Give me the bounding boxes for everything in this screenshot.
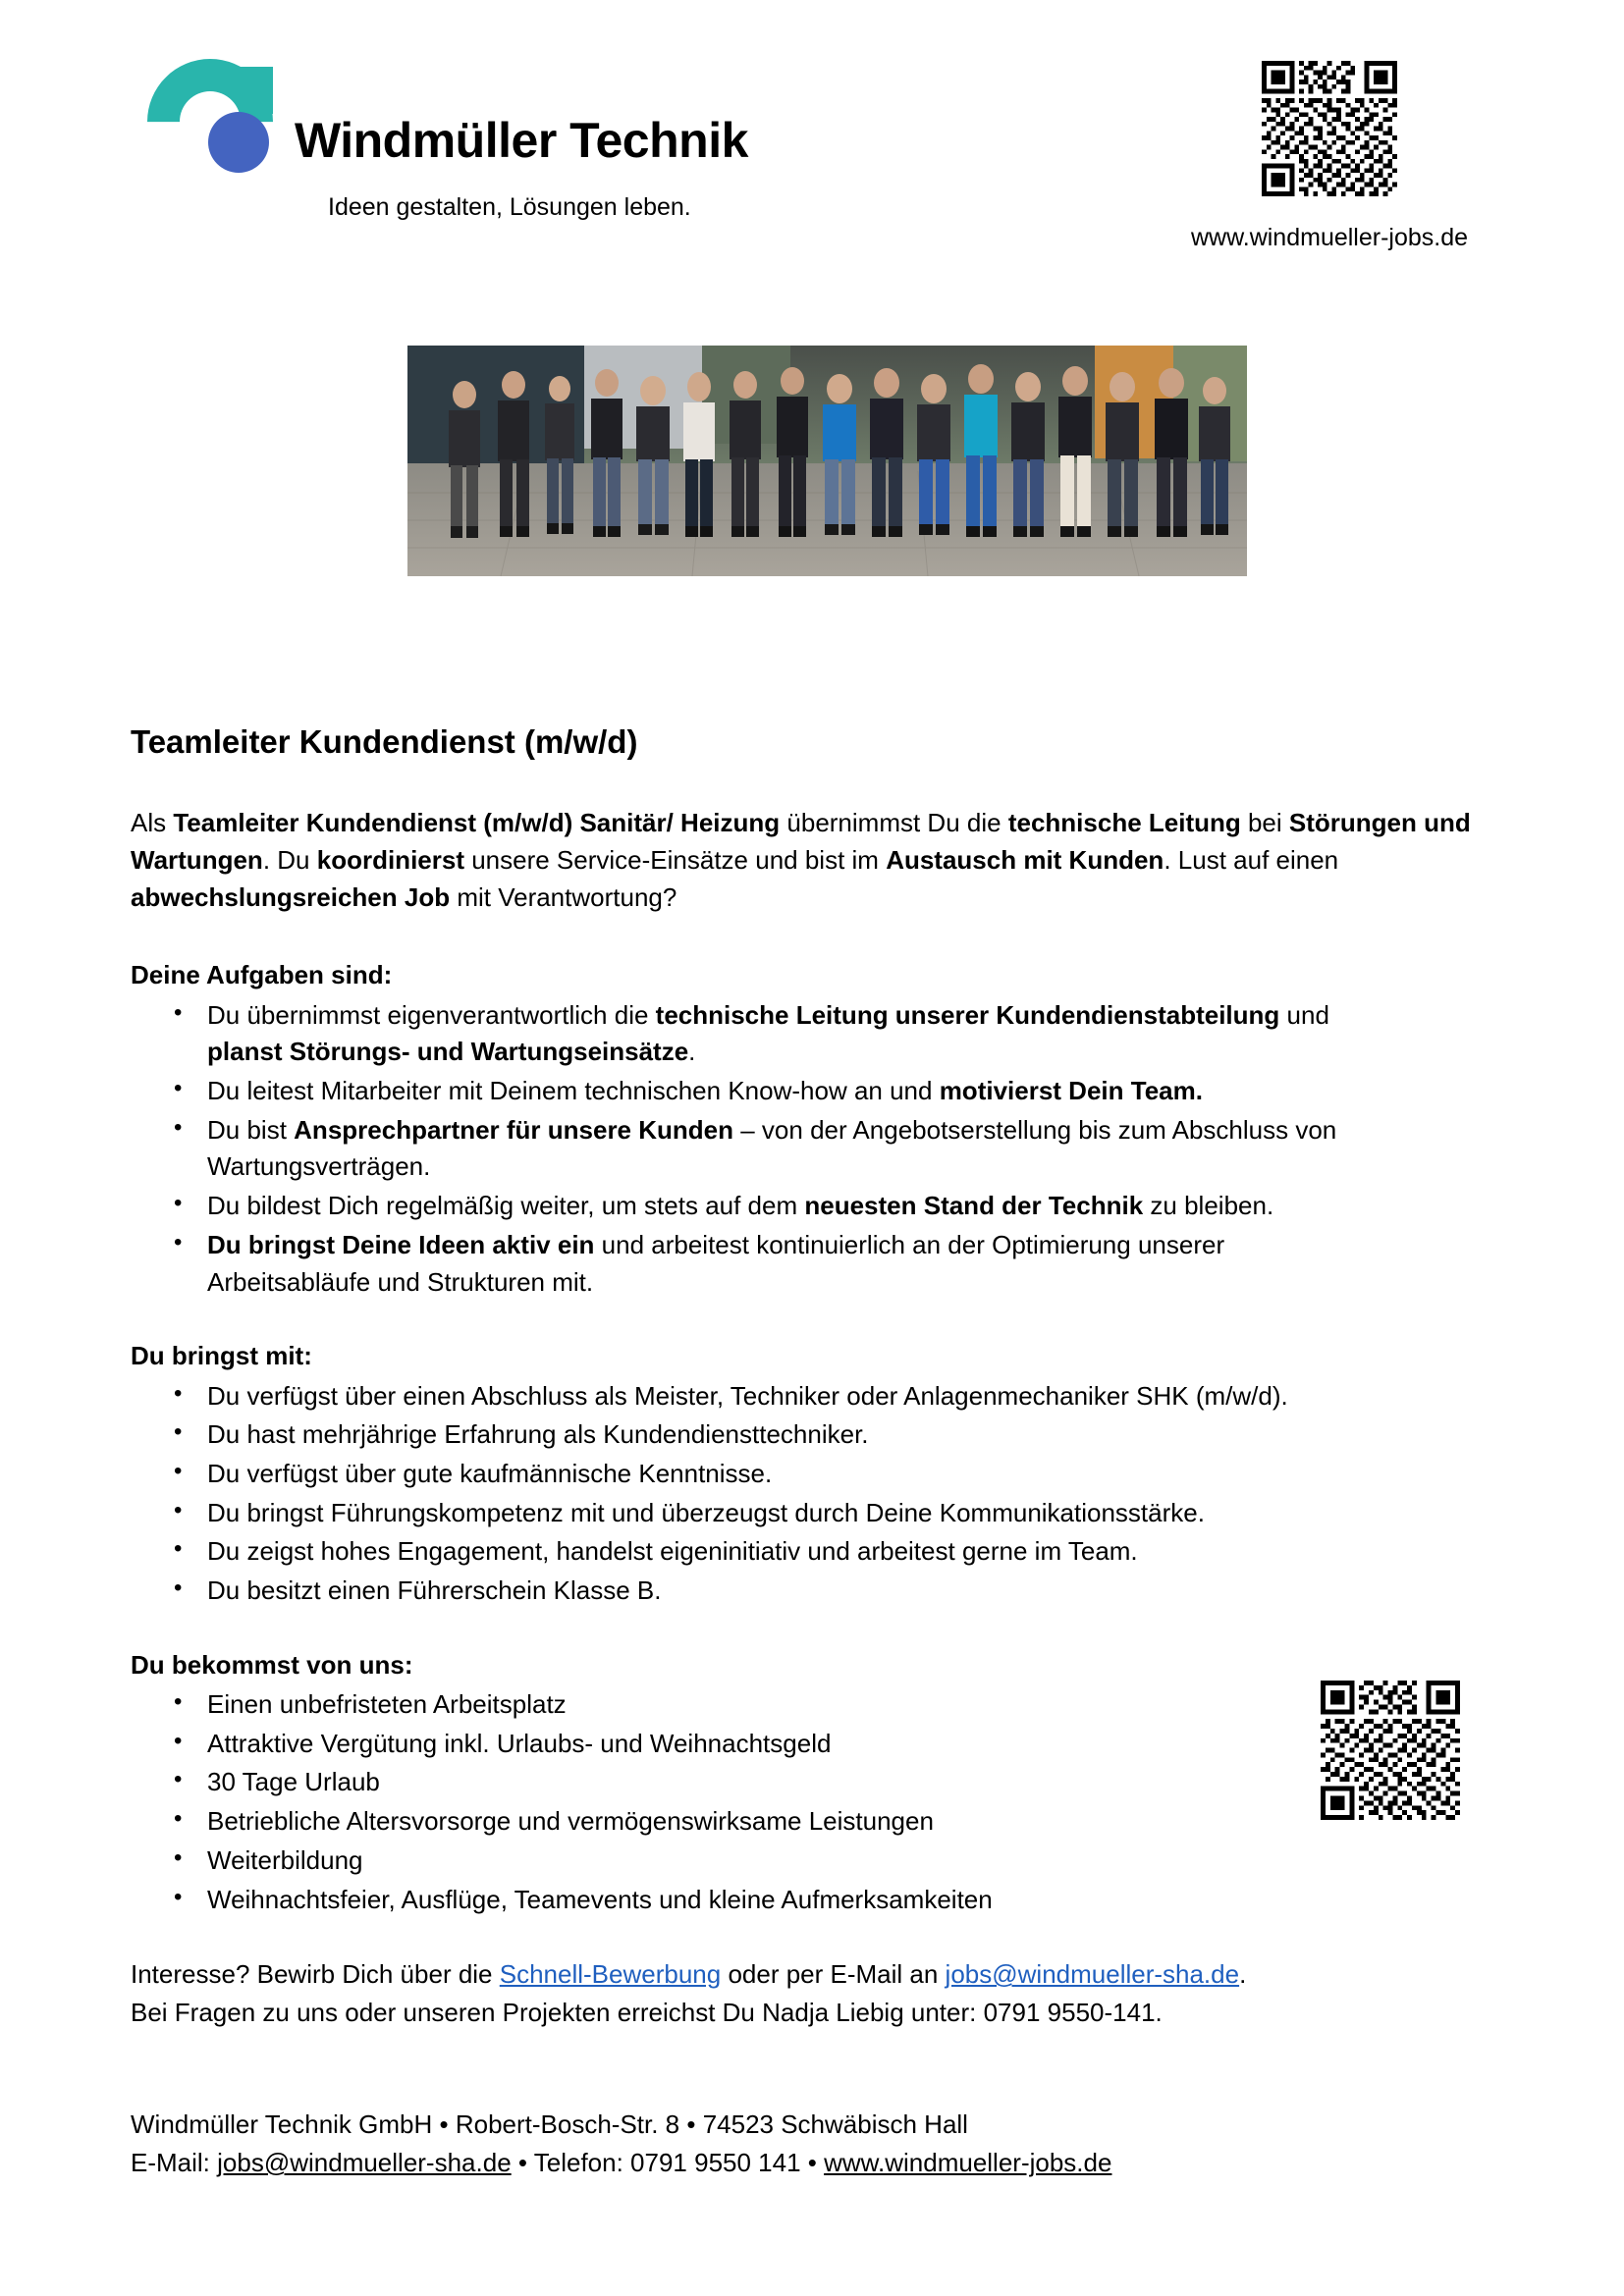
text-run: übernimmst Du die: [780, 808, 1008, 838]
team-photo-image: [407, 346, 1247, 576]
footer-email-label: E-Mail:: [131, 2148, 218, 2177]
closing-contact-line: Bei Fragen zu uns oder unseren Projekten erreichst Du Nadja Liebig unter: 0791 9550-141.: [131, 1998, 1163, 2028]
footer-phone-text: • Telefon: 0791 9550 141 •: [511, 2148, 825, 2177]
list-item: [131, 1764, 1363, 1801]
qr-code-schnell-bewerbung-icon[interactable]: [1321, 1681, 1460, 1820]
text-run-bold: neuesten Stand der Technik: [804, 1191, 1144, 1221]
list-item: [131, 1188, 1363, 1225]
list-item: [131, 1378, 1363, 1415]
bullet-list: [131, 1378, 1495, 1610]
text-run: Du besitzt einen Führerschein Klasse B.: [207, 1575, 662, 1606]
text-run-bold: motivierst Dein Team.: [939, 1076, 1203, 1106]
application-closing: [131, 1955, 1495, 2032]
brand-block: [147, 59, 776, 222]
list-item: [131, 1416, 1363, 1454]
section-heading: Du bringst mit:: [131, 1341, 312, 1371]
header-right-block: [1182, 61, 1477, 252]
text-run: Du übernimmst eigenverantwortlich die: [207, 999, 656, 1030]
page-header: [0, 0, 1624, 304]
text-run: Weiterbildung: [207, 1844, 363, 1875]
text-run: Du bildest Dich regelmäßig weiter, um stets auf dem: [207, 1191, 805, 1221]
schnell-bewerbung-link[interactable]: Schnell-Bewerbung: [499, 1959, 722, 1990]
footer-contact: [131, 2144, 1495, 2182]
list-item: [131, 1227, 1363, 1301]
text-run: Du verfügst über gute kaufmännische Kenntnisse.: [207, 1458, 773, 1488]
list-item: [131, 1803, 1363, 1841]
header-website-url[interactable]: www.windmueller-jobs.de: [1190, 224, 1469, 251]
footer-address: Windmüller Technik GmbH • Robert-Bosch-Str. 8 • 74523 Schwäbisch Hall: [131, 2109, 968, 2139]
text-run: Du hast mehrjährige Erfahrung als Kundendiensttechniker.: [207, 1419, 869, 1450]
closing-text-3: .: [1239, 1959, 1247, 1990]
text-run: und: [1279, 999, 1329, 1030]
text-run: Du zeigst hohes Engagement, handelst eigeninitiativ und arbeitest gerne im Team.: [207, 1536, 1138, 1567]
text-run: zu bleiben.: [1143, 1191, 1274, 1221]
content-section: [131, 1338, 1495, 1610]
text-run: Als: [131, 808, 174, 838]
list-item: [131, 1882, 1363, 1919]
text-run: unsere Service-Einsätze und bist im: [463, 844, 887, 875]
text-run-bold: Du bringst Deine Ideen aktiv ein: [207, 1229, 595, 1259]
page-footer: [131, 2106, 1495, 2182]
text-run: Betriebliche Altersvorsorge und vermögenswirksame Leistungen: [207, 1806, 934, 1837]
text-run: Du bist: [207, 1114, 295, 1145]
list-item: [131, 1842, 1363, 1880]
text-run-bold: planst Störungs- und Wartungseinsätze: [207, 1037, 689, 1067]
list-item: [131, 1073, 1363, 1110]
text-run: bei: [1240, 808, 1289, 838]
text-run-bold: Störungen und Wartungen: [131, 808, 1471, 875]
list-item: [131, 1573, 1363, 1610]
list-item: [131, 1456, 1363, 1493]
bullet-list: [131, 1686, 1495, 1918]
sections-container: [131, 957, 1495, 1918]
list-item: [131, 1533, 1363, 1571]
windmueller-logo-icon: [147, 59, 273, 167]
brand-name: Windmüller Technik: [295, 113, 748, 168]
footer-website-link[interactable]: www.windmueller-jobs.de: [824, 2148, 1112, 2177]
text-run-bold: Austausch mit Kunden: [886, 844, 1164, 875]
text-run: . Lust auf einen: [1164, 844, 1339, 875]
content-section: [131, 957, 1495, 1301]
text-run: Attraktive Vergütung inkl. Urlaubs- und Weihnachtsgeld: [207, 1728, 832, 1758]
footer-email-link[interactable]: jobs@windmueller-sha.de: [217, 2148, 512, 2177]
intro-paragraph: [131, 805, 1476, 916]
content-section: [131, 1647, 1495, 1919]
list-item: [131, 997, 1363, 1071]
text-run: Du bringst Führungskompetenz mit und überzeugst durch Deine Kommunikationsstärke.: [207, 1497, 1205, 1527]
text-run: 30 Tage Urlaub: [207, 1767, 380, 1797]
team-photo: [407, 346, 1247, 576]
text-run-bold: koordinierst: [316, 844, 464, 875]
text-run: . Du: [262, 844, 317, 875]
page-title: Teamleiter Kundendienst (m/w/d): [131, 723, 638, 760]
text-run-bold: Ansprechpartner für unsere Kunden: [294, 1114, 734, 1145]
text-run: Weihnachtsfeier, Ausflüge, Teamevents und kleine Aufmerksamkeiten: [207, 1884, 993, 1914]
section-heading: Deine Aufgaben sind:: [131, 960, 393, 990]
list-item: [131, 1495, 1363, 1532]
text-run-bold: technische Leitung: [1007, 808, 1241, 838]
text-run: – von der Angebotserstellung bis zum Abschluss von Wartungsverträgen.: [207, 1114, 1337, 1182]
closing-text-2: oder per E-Mail an: [721, 1959, 946, 1990]
job-content: [131, 721, 1495, 2032]
text-run-bold: technische Leitung unserer Kundendienstabteilung: [655, 999, 1280, 1030]
list-item: [131, 1686, 1363, 1724]
text-run: Du verfügst über einen Abschluss als Meister, Techniker oder Anlagenmechaniker SHK (m/w/d).: [207, 1380, 1288, 1411]
bullet-list: [131, 997, 1495, 1302]
section-heading: Du bekommst von uns:: [131, 1649, 413, 1680]
list-item: [131, 1726, 1363, 1763]
text-run: Du leitest Mitarbeiter mit Deinem technischen Know-how an und: [207, 1076, 940, 1106]
text-run: und arbeitest kontinuierlich an der Optimierung unserer Arbeitsabläufe und Strukturen mit.: [207, 1229, 1225, 1297]
text-run-bold: abwechslungsreichen Job: [131, 881, 451, 912]
text-run-bold: Teamleiter Kundendienst (m/w/d) Sanitär/ Heizung: [173, 808, 781, 838]
text-run: .: [688, 1037, 696, 1067]
text-run: mit Verantwortung?: [450, 881, 677, 912]
text-run: Einen unbefristeten Arbeitsplatz: [207, 1689, 567, 1720]
qr-code-jobs-website-icon: [1262, 61, 1397, 196]
side-qr-block[interactable]: [1321, 1681, 1460, 1820]
brand-tagline: Ideen gestalten, Lösungen leben.: [328, 193, 691, 221]
closing-text-1: Interesse? Bewirb Dich über die: [131, 1959, 500, 1990]
email-link[interactable]: jobs@windmueller-sha.de: [945, 1959, 1240, 1990]
list-item: [131, 1112, 1363, 1186]
